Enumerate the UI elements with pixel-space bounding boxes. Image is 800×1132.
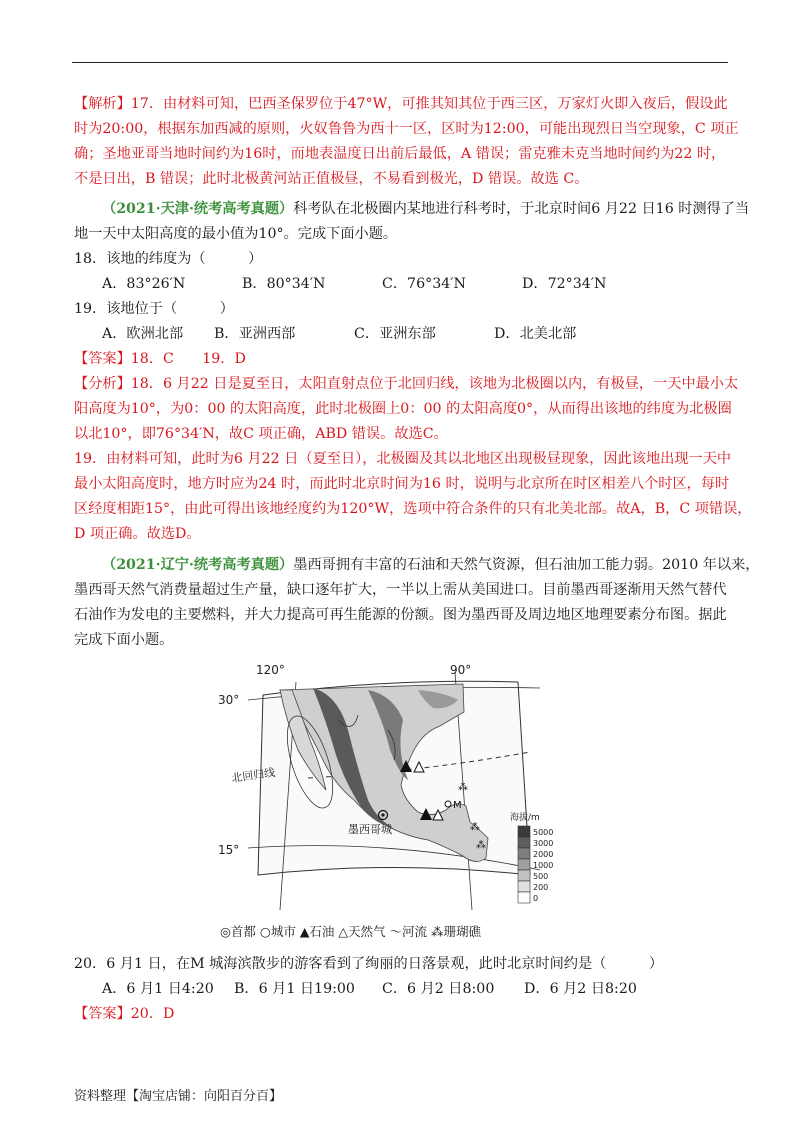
map-legend xyxy=(220,922,481,940)
elev-label: 3000 xyxy=(533,839,554,848)
question-18-19 xyxy=(74,197,752,547)
lat-label: 15° xyxy=(218,843,240,857)
source-tag: （2021·天津·统考高考真题） xyxy=(102,201,294,217)
stem-text: 石油作为发电的主要燃料，并大力提高可再生能源的份额。图为墨西哥及周边地区地理要素分布图。据此 xyxy=(74,607,727,623)
option: A．83°26′N xyxy=(102,276,186,292)
elev-label: 1000 xyxy=(533,861,554,870)
stem-text: 墨西哥拥有丰富的石油和天然气资源，但石油加工能力弱。2010 年以来， xyxy=(293,557,760,573)
analysis-line: 最小太阳高度时，地方时应为24 时，而此时北京时间为16 时，说明与北京所在时区相差八个时区，每时 xyxy=(74,476,730,492)
svg-text:⁂: ⁂ xyxy=(470,822,480,833)
elev-swatch xyxy=(518,826,530,837)
elev-label: 2000 xyxy=(533,850,554,859)
explain-tag: 【解析】 xyxy=(74,96,131,112)
options-20 xyxy=(74,977,730,1002)
answer-18-19: 【答案】18．C 19．D xyxy=(74,351,246,367)
elevation-legend xyxy=(518,826,553,903)
options-19 xyxy=(74,322,730,347)
elev-label: 0 xyxy=(533,894,539,903)
legend-item: ◎首都 xyxy=(220,924,256,939)
tropic-label: 北回归线 xyxy=(230,765,276,785)
option: D．北美北部 xyxy=(494,326,577,342)
lon-label: 90° xyxy=(450,663,472,677)
option: C．76°34′N xyxy=(382,276,466,292)
question-18: 18．该地的纬度为（ ） xyxy=(74,251,263,267)
legend-item: △天然气 xyxy=(338,924,386,939)
analysis-line: 区经度相距15°，由此可得出该地经度约为120°W，选项中符合条件的只有北美北部。故A，B，C 项错误， xyxy=(74,501,752,517)
elev-label: 5000 xyxy=(533,828,554,837)
explain-line: 时为20:00，根据东加西减的原则，火奴鲁鲁为西十一区，区时为12:00，可能出现烈日当空现象，C 项正 xyxy=(74,121,739,137)
option: D．72°34′N xyxy=(522,276,607,292)
stem-text: 科考队在北极圈内某地进行科考时，于北京时间6 月22 日16 时测得了当 xyxy=(293,201,750,217)
option: A．欧洲北部 xyxy=(102,326,184,342)
elev-swatch xyxy=(518,870,530,881)
capital-label: 墨西哥城 xyxy=(348,823,392,836)
elev-swatch xyxy=(518,837,530,848)
option: B．亚洲西部 xyxy=(214,326,296,342)
option: A．6 月1 日4:20 xyxy=(102,981,214,997)
analysis-line: 【分析】18．6 月22 日是夏至日，太阳直射点位于北回归线，该地为北极圈以内，有极昼，一天中最小太 xyxy=(74,376,739,392)
city-m-label: M xyxy=(453,800,462,811)
source-tag: （2021·辽宁·统考高考真题） xyxy=(102,557,294,573)
answer-20: 【答案】20．D xyxy=(74,1006,175,1022)
legend-item: 〜河流 xyxy=(389,924,428,939)
option: B．6 月1 日19:00 xyxy=(234,981,355,997)
stem-text: 地一天中太阳高度的最小值为10°。完成下面小题。 xyxy=(74,226,398,242)
options-18 xyxy=(74,272,730,297)
explain-line: 确；圣地亚哥当地时间约为16时，而地表温度日出前后最低，A 错误；雷克雅未克当地时间约为22 时， xyxy=(74,146,726,162)
top-rule xyxy=(72,62,728,63)
analysis-line: 阳高度为10°，为0：00 的太阳高度，此时北极圈上0：00 的太阳高度0°，从而得出该地的纬度为北极圈 xyxy=(74,401,732,417)
analysis-line: 19．由材料可知，此时为6 月22 日（夏至日），北极圈及其以北地区出现极昼现象，因此该地出现一天中 xyxy=(74,451,732,467)
svg-text:⁂: ⁂ xyxy=(476,840,486,851)
legend-item: ⁂珊瑚礁 xyxy=(431,924,482,939)
question-20 xyxy=(74,952,730,1027)
mexico-map xyxy=(218,660,558,925)
explain-line: 17．由材料可知，巴西圣保罗位于47°W，可推其知其位于西三区，万家灯火即入夜后，假设此 xyxy=(130,96,728,112)
elev-swatch xyxy=(518,848,530,859)
legend-item: ▲石油 xyxy=(299,924,335,939)
question-19: 19．该地位于（ ） xyxy=(74,301,234,317)
elev-label: 200 xyxy=(533,883,549,892)
option: D．6 月2 日8:20 xyxy=(524,981,637,997)
stem-text: 完成下面小题。 xyxy=(74,632,174,648)
stem-text: 墨西哥天然气消费量超过生产量，缺口逐年扩大，一半以上需从美国进口。目前墨西哥逐渐用天然气替代 xyxy=(74,582,727,598)
analysis-line: 以北10°，即76°34′N，故C 项正确，ABD 错误。故选C。 xyxy=(74,426,448,442)
lat-label: 30° xyxy=(218,693,240,707)
elev-label: 500 xyxy=(533,872,549,881)
elev-swatch xyxy=(518,892,530,903)
elev-swatch xyxy=(518,859,530,870)
elev-swatch xyxy=(518,881,530,892)
option: C．6 月2 日8:00 xyxy=(382,981,495,997)
explanation-17 xyxy=(74,92,739,192)
footer-note: 资料整理【淘宝店铺：向阳百分百】 xyxy=(74,1089,283,1104)
option: C．亚洲东部 xyxy=(354,326,436,342)
explain-line: 不是日出，B 错误；此时北极黄河站正值极昼，不易看到极光，D 错误。故选 C。 xyxy=(74,171,589,187)
legend-item: ○城市 xyxy=(259,924,296,939)
question-20-stem xyxy=(74,553,760,653)
elev-title: 海拔/m xyxy=(510,813,540,823)
lon-label: 120° xyxy=(256,663,285,677)
option: B．80°34′N xyxy=(242,276,326,292)
analysis-line: D 项正确。故选D。 xyxy=(74,526,201,542)
svg-text:⁂: ⁂ xyxy=(458,782,468,793)
question-20-text: 20．6 月1 日，在M 城海滨散步的游客看到了绚丽的日落景观，此时北京时间约是（ ） xyxy=(74,956,664,972)
